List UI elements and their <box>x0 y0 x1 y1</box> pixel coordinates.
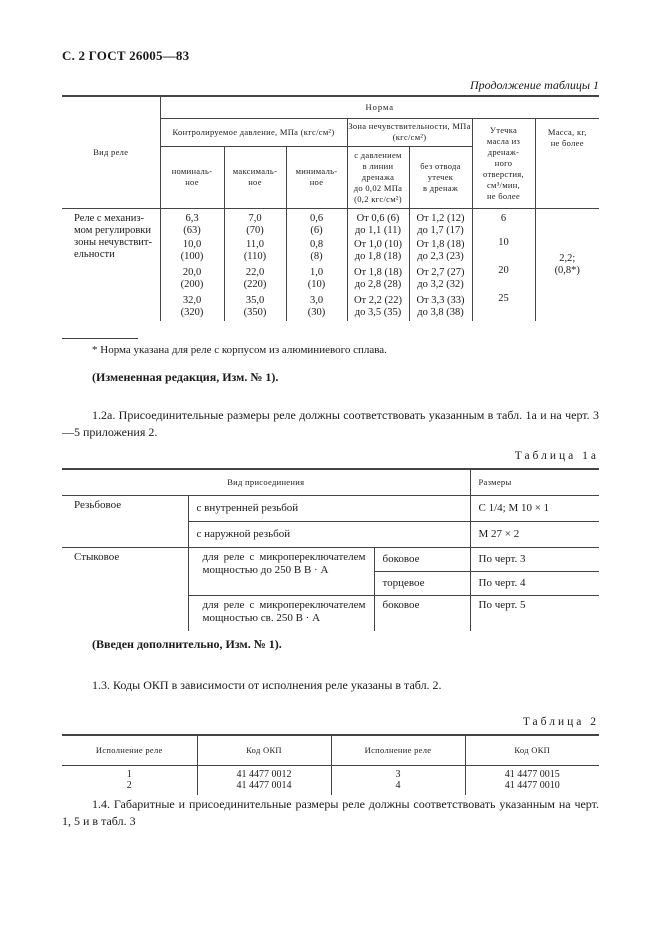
cell-leak-1: 10 <box>472 237 535 265</box>
cell-zone2-0: От 1,2 (12) до 1,7 (17) <box>409 208 472 237</box>
end-mount-size: По черт. 4 <box>470 571 599 595</box>
cell-zone2-3: От 3,3 (33) до 3,8 (38) <box>409 293 472 321</box>
cell-min-2: 1,0 (10) <box>286 265 347 293</box>
footnote-rule <box>62 338 138 339</box>
t2-col-version-2: Исполнение реле <box>331 735 465 765</box>
cell-max-0: 7,0 (70) <box>224 208 286 237</box>
butt-sub-low-power: для реле с микропереключателем мощностью до 250 В В · А <box>188 547 374 595</box>
cell-zone1-0: От 0,6 (6) до 1,1 (11) <box>347 208 409 237</box>
paragraph-1-3: 1.3. Коды ОКП в зависимости от исполнения реле указаны в табл. 2. <box>92 678 442 692</box>
footnote: * Норма указана для реле с корпусом из алюминиевого сплава. <box>92 344 387 356</box>
cell-leak-2: 20 <box>472 265 535 293</box>
group-norm: Норма <box>160 96 599 118</box>
cell-nom-0: 6,3 (63) <box>160 208 224 237</box>
t2-col-okp-1: Код ОКП <box>197 735 331 765</box>
paragraph-1-2a: 1.2а. Присоединительные размеры реле должны соответствовать указанным в табл. 1а и на черт. 3—5 приложения 2. <box>62 408 599 439</box>
thread-type: Резьбовое <box>62 495 188 547</box>
table-2 <box>62 734 599 795</box>
col-sizes: Размеры <box>470 469 599 495</box>
col-relay-type: Вид реле <box>62 96 160 208</box>
cell-leak-3: 25 <box>472 293 535 321</box>
side-mount-size: По черт. 3 <box>470 547 599 571</box>
cell-zone1-1: От 1,0 (10) до 1,8 (18) <box>347 237 409 265</box>
table-2-caption: Таблица 2 <box>522 716 599 728</box>
t2-version-1: 1 2 <box>126 769 132 792</box>
cell-leak-0: 6 <box>472 208 535 237</box>
cell-max-2: 22,0 (220) <box>224 265 286 293</box>
col-with-pressure: с давлением в линии дренажа до 0,02 МПа (0,2 кгс/см²) <box>347 146 409 208</box>
row-label: Реле с механиз- мом регулировки зоны нечувствит- ельности <box>62 208 160 321</box>
cell-nom-2: 20,0 (200) <box>160 265 224 293</box>
internal-thread: с внутренней резьбой <box>188 495 470 521</box>
cell-zone2-2: От 2,7 (27) до 3,2 (32) <box>409 265 472 293</box>
side-mount-2: боковое <box>374 595 470 631</box>
group-pressure: Контролируемое давление, МПа (кгс/см²) <box>160 118 347 146</box>
cell-zone1-3: От 2,2 (22) до 3,5 (35) <box>347 293 409 321</box>
col-connection-type: Вид присоединения <box>62 469 470 495</box>
col-no-leak: без отвода утечек в дренаж <box>409 146 472 208</box>
col-min: минималь- ное <box>286 146 347 208</box>
table-1a <box>62 468 599 631</box>
internal-thread-size: С 1/4; М 10 × 1 <box>470 495 599 521</box>
butt-type: Стыковое <box>62 547 188 631</box>
t2-okp-2: 41 4477 0015 41 4477 0010 <box>465 765 599 795</box>
cell-mass: 2,2; (0,8*) <box>535 208 599 321</box>
external-thread-size: М 27 × 2 <box>470 521 599 547</box>
cell-zone2-1: От 1,8 (18) до 2,3 (23) <box>409 237 472 265</box>
side-mount-2-size: По черт. 5 <box>470 595 599 631</box>
table-1 <box>62 95 599 321</box>
cell-nom-1: 10,0 (100) <box>160 237 224 265</box>
edit-note-2: (Введен дополнительно, Изм. № 1). <box>92 637 282 651</box>
cell-max-1: 11,0 (110) <box>224 237 286 265</box>
edit-note-1: (Измененная редакция, Изм. № 1). <box>92 370 279 384</box>
butt-sub-high-power: для реле с микропереключателем мощностью св. 250 В · А <box>188 595 374 631</box>
group-insensitivity: Зона нечувствительности, МПа (кгс/см²) <box>347 118 472 146</box>
t2-okp-1: 41 4477 0012 41 4477 0014 <box>197 765 331 795</box>
page-header: С. 2 ГОСТ 26005—83 <box>62 48 190 63</box>
end-mount: торцевое <box>374 571 470 595</box>
cell-min-1: 0,8 (8) <box>286 237 347 265</box>
paragraph-1-4: 1.4. Габаритные и присоединительные размеры реле должны соответствовать указанным на черт. 1, 5 и в табл. 3 <box>62 797 599 828</box>
col-nominal: номиналь- ное <box>160 146 224 208</box>
table-1a-caption: Таблица 1а <box>514 450 599 462</box>
col-mass: Масса, кг, не более <box>535 118 599 208</box>
cell-zone1-2: От 1,8 (18) до 2,8 (28) <box>347 265 409 293</box>
cell-max-3: 35,0 (350) <box>224 293 286 321</box>
cell-nom-3: 32,0 (320) <box>160 293 224 321</box>
col-leak: Утечка масла из дренаж- ного отверстия, см³/мин, не более <box>472 118 535 208</box>
external-thread: с наружной резьбой <box>188 521 470 547</box>
col-max: максималь- ное <box>224 146 286 208</box>
cell-min-0: 0,6 (6) <box>286 208 347 237</box>
t2-col-version-1: Исполнение реле <box>62 735 197 765</box>
cell-min-3: 3,0 (30) <box>286 293 347 321</box>
side-mount: боковое <box>374 547 470 571</box>
table-continuation-label: Продолжение таблицы 1 <box>469 78 599 92</box>
t2-col-okp-2: Код ОКП <box>465 735 599 765</box>
t2-version-2: 3 4 <box>331 765 465 795</box>
